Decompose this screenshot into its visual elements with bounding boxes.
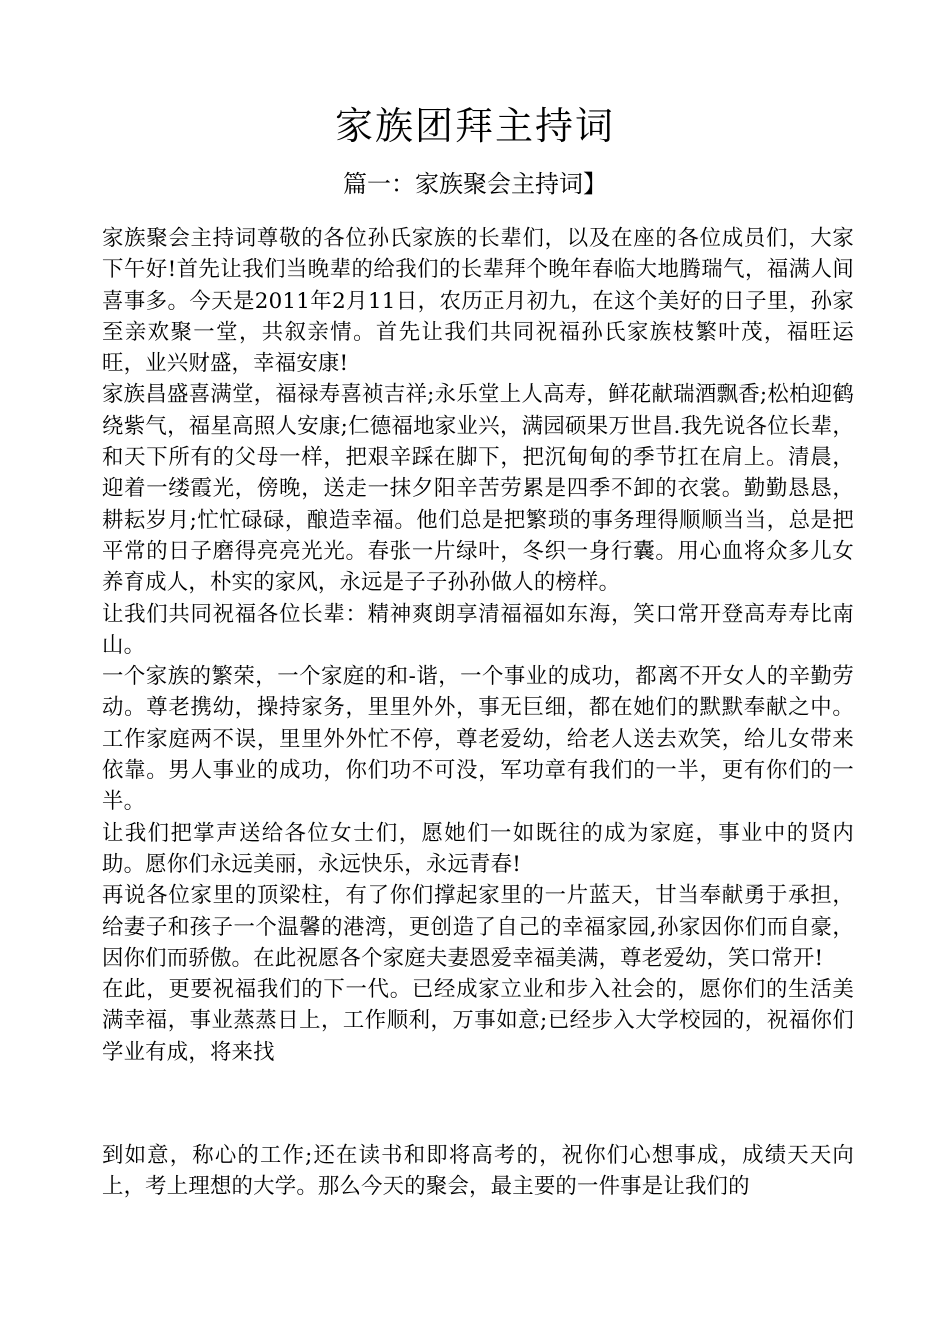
body-text xyxy=(102,223,854,1068)
paragraph-continuation: 到如意，称心的工作;还在读书和即将高考的，祝你们心想事成，成绩天天向上，考上理想的大学。那么今天的聚会，最主要的一件事是让我们的 xyxy=(102,1143,854,1200)
paragraph-applause-women: 让我们把掌声送给各位女士们，愿她们一如既往的成为家庭，事业中的贤内助。愿你们永远美丽，永远快乐，永远青春! xyxy=(102,820,854,877)
document-title: 家族团拜主持词 xyxy=(334,104,615,148)
paragraph-women: 一个家族的繁荣，一个家庭的和-谐，一个事业的成功，都离不开女人的辛勤劳动。尊老携幼，操持家务，里里外外，事无巨细，都在她们的默默奉献之中。工作家庭两不误，里里外外忙不停，尊老爱幼，给老人送去欢笑，给儿女带来依靠。男人事业的成功，你们功不可没，军功章有我们的一半，更有你们的一半。 xyxy=(102,664,854,815)
body-text-continued xyxy=(102,1140,854,1203)
paragraph-next-generation: 在此，更要祝福我们的下一代。已经成家立业和步入社会的，愿你们的生活美满幸福，事业蒸蒸日上，工作顺利，万事如意;已经步入大学校园的，祝福你们学业有成，将来找 xyxy=(102,977,854,1065)
paragraph-elders: 家族昌盛喜满堂，福禄寿喜祯吉祥;永乐堂上人高寿，鲜花献瑞酒飘香;松柏迎鹤绕紫气，福星高照人安康;仁德福地家业兴，满园硕果万世昌.我先说各位长辈，和天下所有的父母一样，把艰辛踩在脚下，把沉甸甸的季节扛在肩上。清晨，迎着一缕霞光，傍晚，送走一抹夕阳辛苦劳累是四季不卸的衣裳。勤勤恳恳，耕耘岁月;忙忙碌碌，酿造幸福。他们总是把繁琐的事务理得顺顺当当，总是把平常的日子磨得亮亮光光。春张一片绿叶，冬织一身行囊。用心血将众多儿女养育成人，朴实的家风，永远是子子孙孙做人的榜样。 xyxy=(102,382,854,596)
document-subtitle: 篇一：家族聚会主持词】 xyxy=(343,170,607,198)
paragraph-blessing-elders: 让我们共同祝福各位长辈：精神爽朗享清福福如东海，笑口常开登高寿寿比南山。 xyxy=(102,601,854,658)
paragraph-men: 再说各位家里的顶梁柱，有了你们撑起家里的一片蓝天，甘当奉献勇于承担，给妻子和孩子一个温馨的港湾，更创造了自己的幸福家园,孙家因你们而自豪，因你们而骄傲。在此祝愿各个家庭夫妻恩爱幸福美满，尊老爱幼，笑口常开! xyxy=(102,883,854,971)
paragraph-opening: 家族聚会主持词尊敬的各位孙氏家族的长辈们，以及在座的各位成员们，大家下午好!首先让我们当晚辈的给我们的长辈拜个晚年春临大地腾瑞气，福满人间喜事多。今天是2011年2月11日，农历正月初九，在这个美好的日子里，孙家至亲欢聚一堂，共叙亲情。首先让我们共同祝福孙氏家族枝繁叶茂，福旺运旺，业兴财盛，幸福安康! xyxy=(102,226,854,377)
